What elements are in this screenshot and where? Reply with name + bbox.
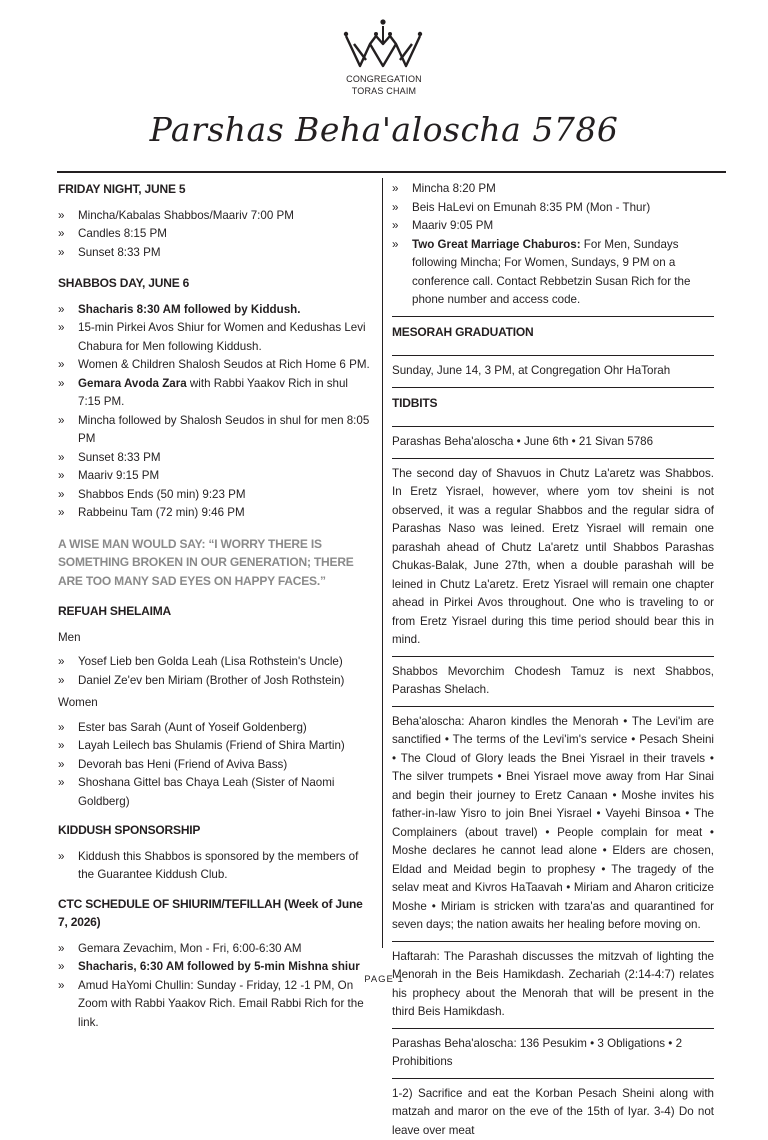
list-item: » Candles 8:15 PM: [58, 225, 370, 244]
header-rule: [57, 171, 726, 173]
wise-man-quote: A WISE MAN WOULD SAY: “I WORRY THERE IS SOMETHING BROKEN IN OUR GENERATION; THERE ARE TOO MANY SAD EYES ON HAPPY FACES.”: [58, 523, 370, 593]
crown-logo-icon: [340, 14, 426, 74]
list-item: » Yosef Lieb ben Golda Leah (Lisa Rothstein's Uncle): [58, 653, 370, 672]
list-item: » Two Great Marriage Chaburos: For Men, Sundays following Mincha; For Women, Sundays, 9 PM on a conference call. Contact Rebbetzin Susan Rich for the phone number and access code.: [392, 236, 714, 310]
kiddush-heading: KIDDUSH SPONSORSHIP: [58, 811, 370, 848]
list-item: » Women & Children Shalosh Seudos at Rich Home 6 PM.: [58, 356, 370, 375]
tidbits-paragraph: Haftarah: The Parashah discusses the mitzvah of lighting the Menorah in the Beis Hamikdash. Zechariah (2:14-4:7) relates his prophecy about the Menorah that will be present in the third Beis Hamikdash.: [392, 948, 714, 1022]
page-number: PAGE 1: [0, 974, 768, 985]
ctc-continued-list: [392, 180, 714, 310]
ctc-list: [58, 940, 370, 1033]
page-title: Parshas Beha'aloscha 5786: [0, 110, 768, 149]
section-rule: [392, 316, 714, 317]
tidbits-date: Parashas Beha'aloscha • June 6th • 21 Sivan 5786: [392, 433, 714, 452]
list-item: » Mincha followed by Shalosh Seudos in shul for men 8:05 PM: [58, 412, 370, 449]
men-list: [58, 653, 370, 690]
list-item: » Shacharis 8:30 AM followed by Kiddush.: [58, 301, 370, 320]
list-item: » Daniel Ze'ev ben Miriam (Brother of Josh Rothstein): [58, 672, 370, 691]
section-rule: [392, 387, 714, 388]
list-item: » Shacharis, 6:30 AM followed by 5-min Mishna shiur: [58, 958, 370, 977]
ctc-heading: CTC SCHEDULE OF SHIURIM/TEFILLAH (Week of June 7, 2026): [58, 885, 370, 940]
list-item: » Beis HaLevi on Emunah 8:35 PM (Mon - Thur): [392, 199, 714, 218]
list-item: » Devorah bas Heni (Friend of Aviva Bass): [58, 756, 370, 775]
section-rule: [392, 458, 714, 459]
list-item: » Kiddush this Shabbos is sponsored by the members of the Guarantee Kiddush Club.: [58, 848, 370, 885]
list-item: » Sunset 8:33 PM: [58, 244, 370, 263]
section-rule: [392, 656, 714, 657]
list-item: » Amud HaYomi Chullin: Sunday - Friday, 12 -1 PM, On Zoom with Rabbi Yaakov Rich. Email Rabbi Rich for the link.: [58, 977, 370, 1033]
list-item: » Maariv 9:05 PM: [392, 217, 714, 236]
section-rule: [392, 426, 714, 427]
tidbits-paragraph: Parashas Beha'aloscha: 136 Pesukim • 3 Obligations • 2 Prohibitions: [392, 1035, 714, 1072]
women-label: Women: [58, 690, 370, 719]
list-item: » Shoshana Gittel bas Chaya Leah (Sister of Naomi Goldberg): [58, 774, 370, 811]
men-label: Men: [58, 629, 370, 654]
friday-heading: FRIDAY NIGHT, JUNE 5: [58, 180, 370, 207]
list-item: » 15-min Pirkei Avos Shiur for Women and Kedushas Levi Chabura for Men following Kiddush.: [58, 319, 370, 356]
list-item: » Layah Leilech bas Shulamis (Friend of Shira Martin): [58, 737, 370, 756]
refuah-heading: REFUAH SHELAIMA: [58, 592, 370, 629]
section-rule: [392, 706, 714, 707]
kiddush-list: [58, 848, 370, 885]
list-item: » Gemara Avoda Zara with Rabbi Yaakov Rich in shul 7:15 PM.: [58, 375, 370, 412]
list-item: » Shabbos Ends (50 min) 9:23 PM: [58, 486, 370, 505]
women-list: [58, 719, 370, 812]
list-item: » Gemara Zevachim, Mon - Fri, 6:00-6:30 AM: [58, 940, 370, 959]
column-divider: [382, 178, 383, 948]
tidbits-paragraph: Beha'aloscha: Aharon kindles the Menorah • The Levi'im are sanctified • The terms of the Levi'im's service • Pesach Sheini • The Cloud of Glory leads the Bnei Yisrael in their travels • The silver trumpets • Bnei Yisrael move away from Har Sinai and begin their journey to Eretz Canaan • Moshe invites his father-in-law Yisro to join Bnei Yisrael • Vayehi Binsoa • The Complainers (about travel) • People complain for meat • Moshe declares he cannot lead alone • Elders are chosen, Eldad and Meidad begin to prophesy • The tragedy of the selav meat and Kivros HaTaavah • Miriam and Aharon criticize Moshe • Miriam is stricken with tzara'as and quarantined for seven days; the nation awaits her healing before moving on.: [392, 713, 714, 935]
right-column: [392, 180, 714, 1140]
list-item: » Ester bas Sarah (Aunt of Yoseif Goldenberg): [58, 719, 370, 738]
tidbits-paragraph: 1-2) Sacrifice and eat the Korban Pesach Sheini along with matzah and maror on the eve of the 15th of Iyar. 3-4) Do not leave over meat: [392, 1085, 714, 1140]
left-column: [58, 180, 370, 1032]
shabbos-heading: SHABBOS DAY, JUNE 6: [58, 262, 370, 301]
org-name-line2: TORAS CHAIM: [0, 86, 768, 96]
tidbits-paragraph: The second day of Shavuos in Chutz La'aretz was Shabbos. In Eretz Yisrael, however, where yom tov sheini is not observed, it was a regular Shabbos and the regular sidra of Parashas Naso was leined. Eretz Yisrael will remain one parashah ahead of Chutz La'aretz until Shabbos Parashas Chukas-Balak, June 27th, when a double parashah will be leined in Chutz La'aretz. Eretz Yisrael will remain one chapter ahead in Pirkei Avos throughout. One who is traveling to or from Eretz Yisrael during this time period should bear this in mind.: [392, 465, 714, 650]
list-item: » Mincha/Kabalas Shabbos/Maariv 7:00 PM: [58, 207, 370, 226]
org-name-line1: CONGREGATION: [0, 74, 768, 84]
section-rule: [392, 1078, 714, 1079]
section-rule: [392, 941, 714, 942]
tidbits-paragraph: Shabbos Mevorchim Chodesh Tamuz is next Shabbos, Parashas Shelach.: [392, 663, 714, 700]
list-item: » Maariv 9:15 PM: [58, 467, 370, 486]
list-item: » Rabbeinu Tam (72 min) 9:46 PM: [58, 504, 370, 523]
list-item: » Mincha 8:20 PM: [392, 180, 714, 199]
list-item: » Sunset 8:33 PM: [58, 449, 370, 468]
shabbos-list: [58, 301, 370, 523]
mesorah-heading: MESORAH GRADUATION: [392, 323, 714, 350]
section-rule: [392, 355, 714, 356]
page-header: [0, 0, 768, 172]
tidbits-heading: TIDBITS: [392, 394, 714, 421]
mesorah-text: Sunday, June 14, 3 PM, at Congregation Ohr HaTorah: [392, 362, 714, 381]
section-rule: [392, 1028, 714, 1029]
friday-list: [58, 207, 370, 263]
